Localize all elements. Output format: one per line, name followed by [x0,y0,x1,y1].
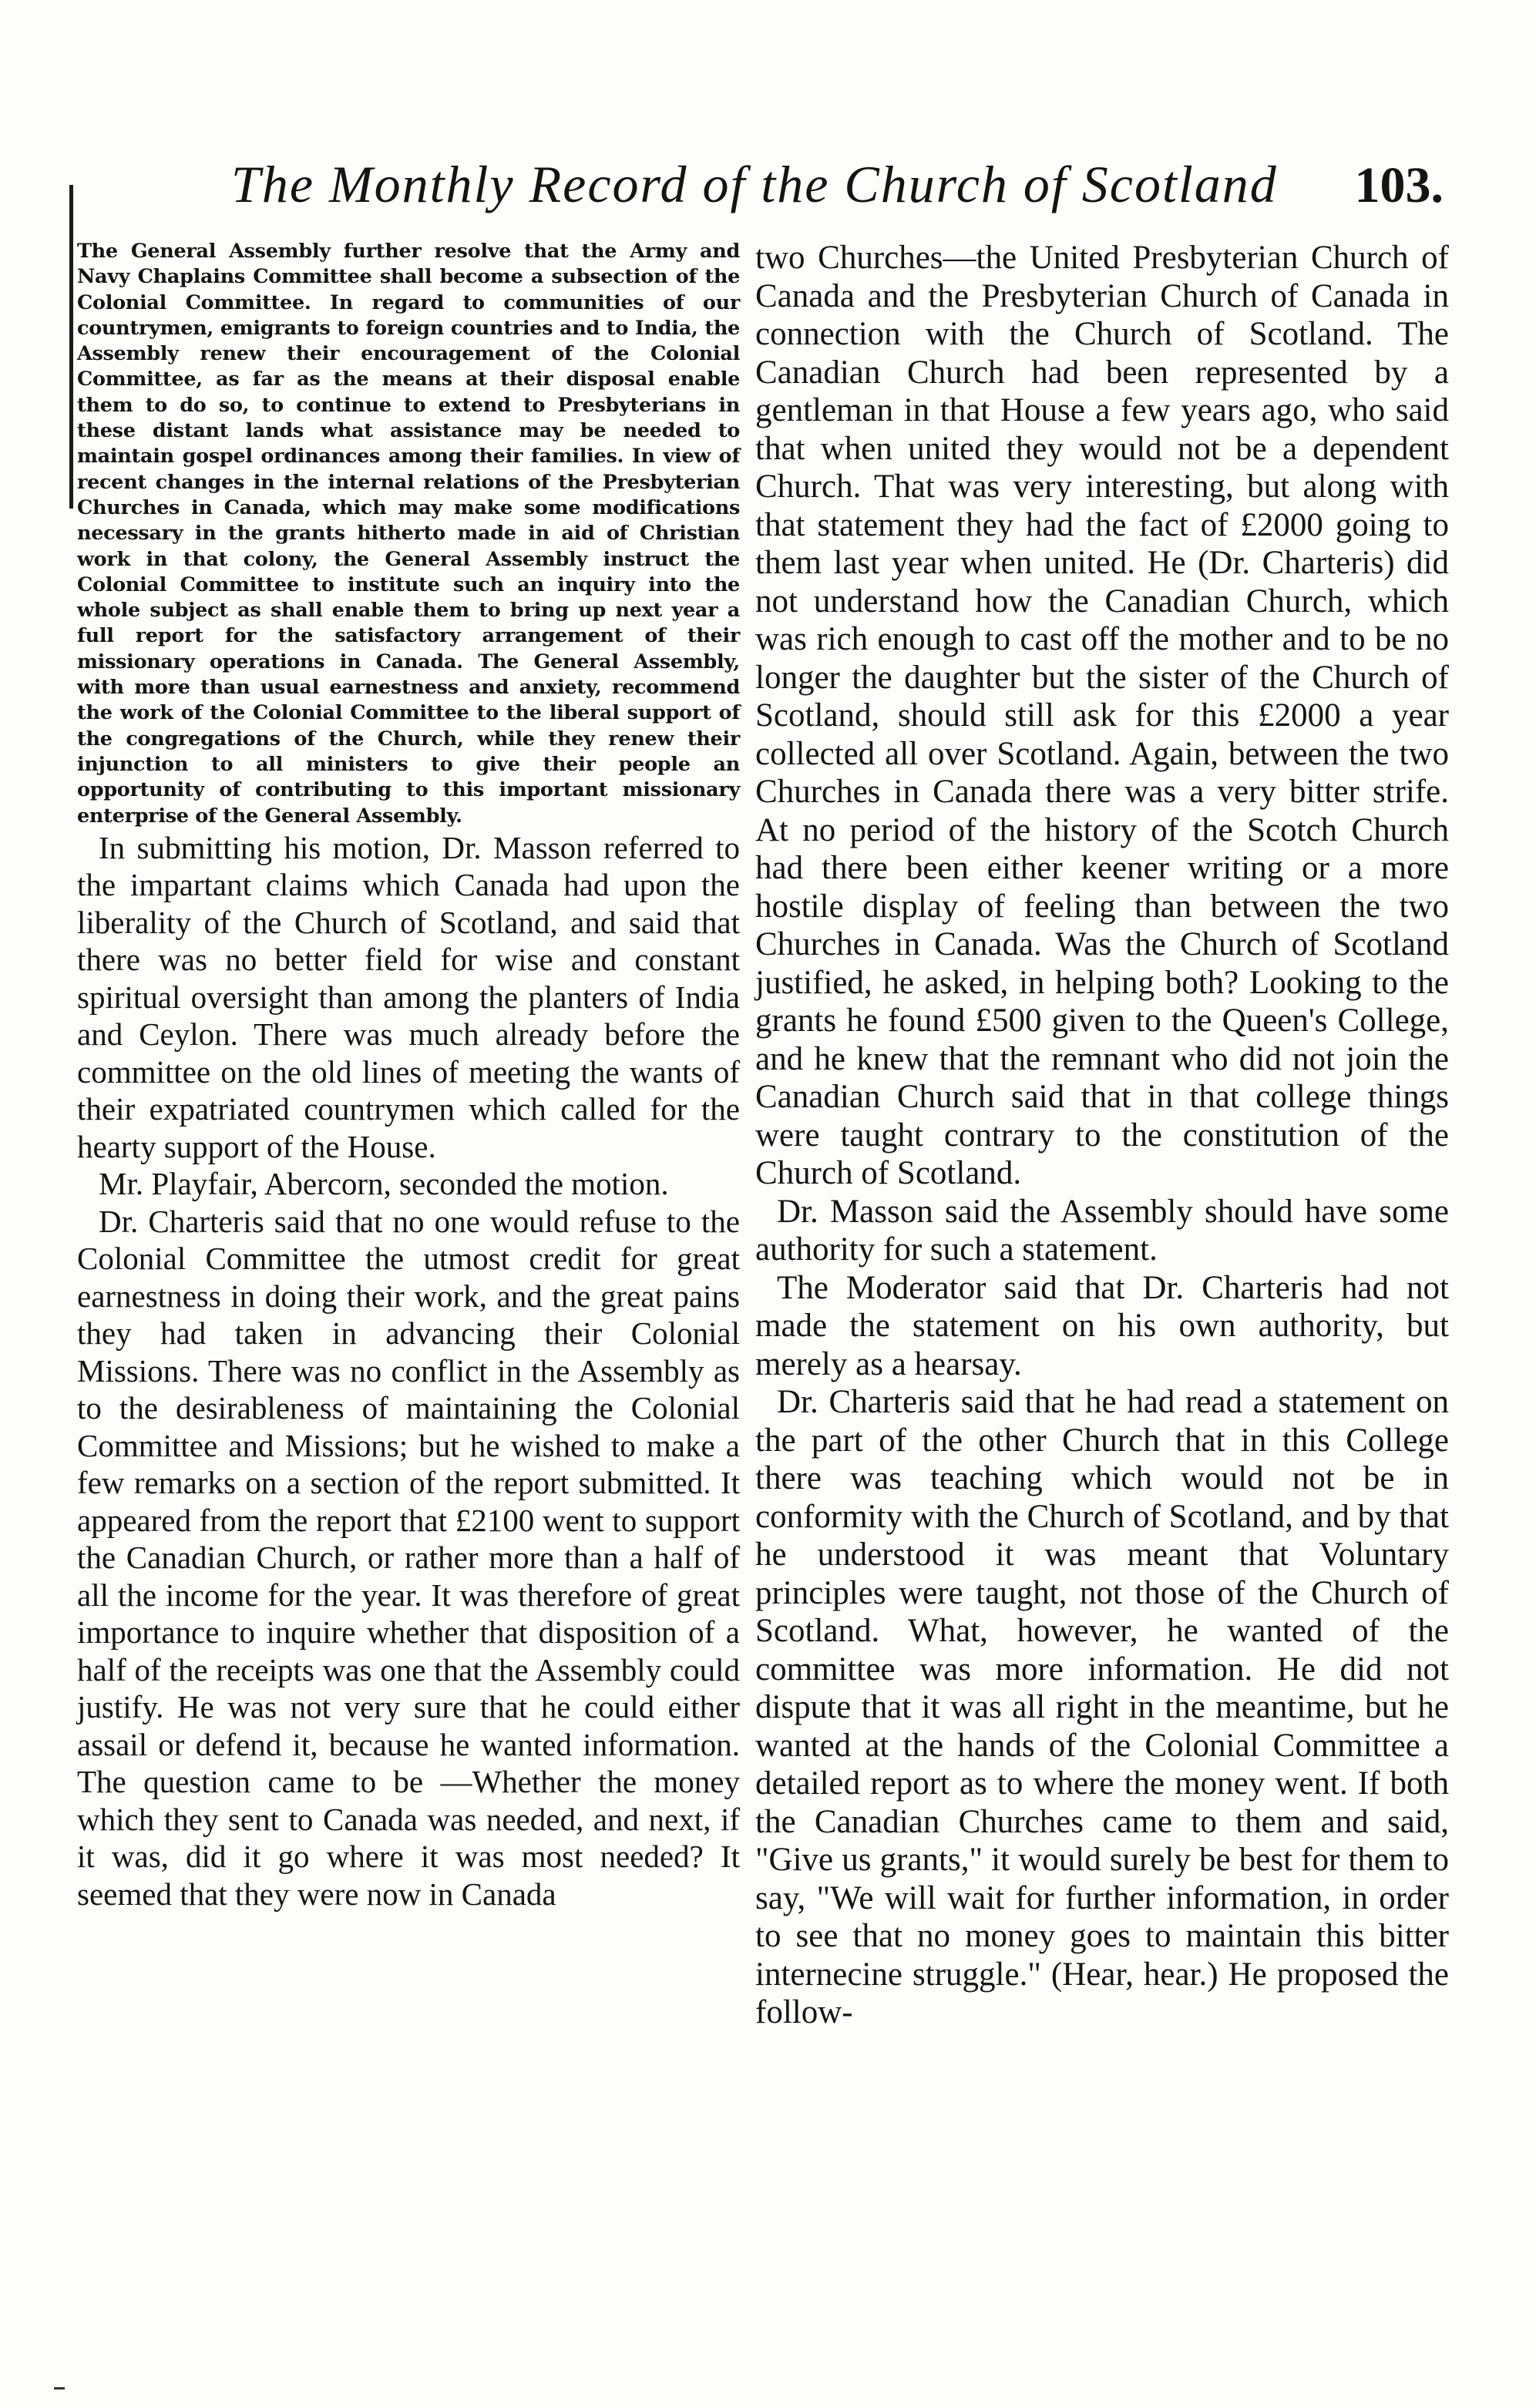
paragraph-playfair-seconded: Mr. Playfair, Abercorn, seconded the motion. [99,1166,669,1202]
page-header [231,154,1444,215]
paragraph-charteris-speech: Dr. Charteris said that no one would refuse to the Colonial Committee the utmost credit for great earnestness in doing their work, and the great pains they had taken in advancing their Colonial Missions. There was no conflict in the Assembly as to the desirableness of maintaining the Colonial Committee and Missions; but he wished to make a few remarks on a section of the report submitted. It appeared from the report that £2100 went to support the Canadian Church, or rather more than a half of all the income for the year. It was therefore of great importance to inquire whether that disposition of a half of the receipts was one that the Assembly could justify. He was not very sure that he could either assail or defend it, because he wanted information. The question came to be —Whether the money which they sent to Canada was needed, and next, if it was, did it go where it was most needed? It seemed that they were now in Canada [77,1203,740,1912]
left-column [77,239,740,1913]
paragraph-charteris-further: Dr. Charteris said that he had read a statement on the part of the other Church that in this College there was teaching which would not be in conformity with the Church of Scotland, and by that he understood it was meant that Voluntary principles were taught, not those of the Church of Scotland. What, however, he wanted of the committee was more information. He did not dispute that it was all right in the meantime, but he wanted at the hands of the Colonial Committee a detailed report as to where the money went. If both the Canadian Churches came to them and said, "Give us grants," it would surely be best for them to say, "We will wait for further information, in order to see that no money goes to maintain this bitter internecine struggle." (Hear, hear.) He proposed the follow- [755,1384,1449,2030]
paragraph-masson-motion: In submitting his motion, Dr. Masson referred to the impartant claims which Canada had upon the liberality of the Church of Scotland, and said that there was no better field for wise and constant spiritual oversight than among the planters of India and Ceylon. There was much already before the committee on the old lines of meeting the wants of their expatriated countrymen which called for the hearty support of the House. [77,829,740,1164]
margin-rule [69,185,73,509]
running-title: The Monthly Record of the Church of Scotland [231,155,1278,213]
paragraph-moderator: The Moderator said that Dr. Charteris had not made the statement on his own authority, but merely as a hearsay. [755,1269,1449,1382]
bottom-mark [54,2387,65,2390]
page-number: 103. [1354,157,1444,213]
paragraph-charteris-continued: two Churches—the United Presbyterian Church of Canada and the Presbyterian Church of Canada in connection with the Church of Scotland. The Canadian Church had been represented by a gentleman in that House a few years ago, who said that when united they would not be a dependent Church. That was very interesting, but along with that statement they had the fact of £2000 going to them last year when united. He (Dr. Charteris) did not understand how the Canadian Church, which was rich enough to cast off the mother and to be no longer the daughter but the sister of the Church of Scotland, should still ask for this £2000 a year collected all over Scotland. Again, between the two Churches in Canada there was a very bitter strife. At no period of the history of the Scotch Church had there been either keener writing or a more hostile display of feeling than between the two Churches in Canada. Was the Church of Scotland justified, he asked, in helping both? Looking to the grants he found £500 given to the Queen's College, and he knew that the remnant who did not join the Canadian Church said that in that college things were taught contrary to the constitution of the Church of Scotland. [755,240,1449,1191]
resolution-text: The General Assembly further resolve that the Army and Navy Chaplains Committee shall become a subsection of the Colonial Committee. In regard to communities of our countrymen, emigrants to foreign countries and to India, the Assembly renew their encouragement of the Colonial Committee, as far as the means at their disposal enable them to do so, to continue to extend to Presbyterians in these distant lands what assistance may be needed to maintain gospel ordinances among their families. In view of recent changes in the internal relations of the Presbyterian Churches in Canada, which may make some modifications necessary in the grants hitherto made in aid of Christian work in that colony, the General Assembly instruct the Colonial Committee to institute such an inquiry into the whole subject as shall enable them to bring up next year a full report for the satisfactory arrangement of their missionary operations in Canada. The General Assembly, with more than usual earnestness and anxiety, recommend the work of the Colonial Committee to the liberal support of the congregations of the Church, while they renew their injunction to all ministers to give their people an opportunity of contributing to this important missionary enterprise of the General Assembly. [77,240,740,828]
right-column [755,239,1449,2032]
paragraph-masson-reply: Dr. Masson said the Assembly should have some authority for such a statement. [755,1193,1449,1268]
